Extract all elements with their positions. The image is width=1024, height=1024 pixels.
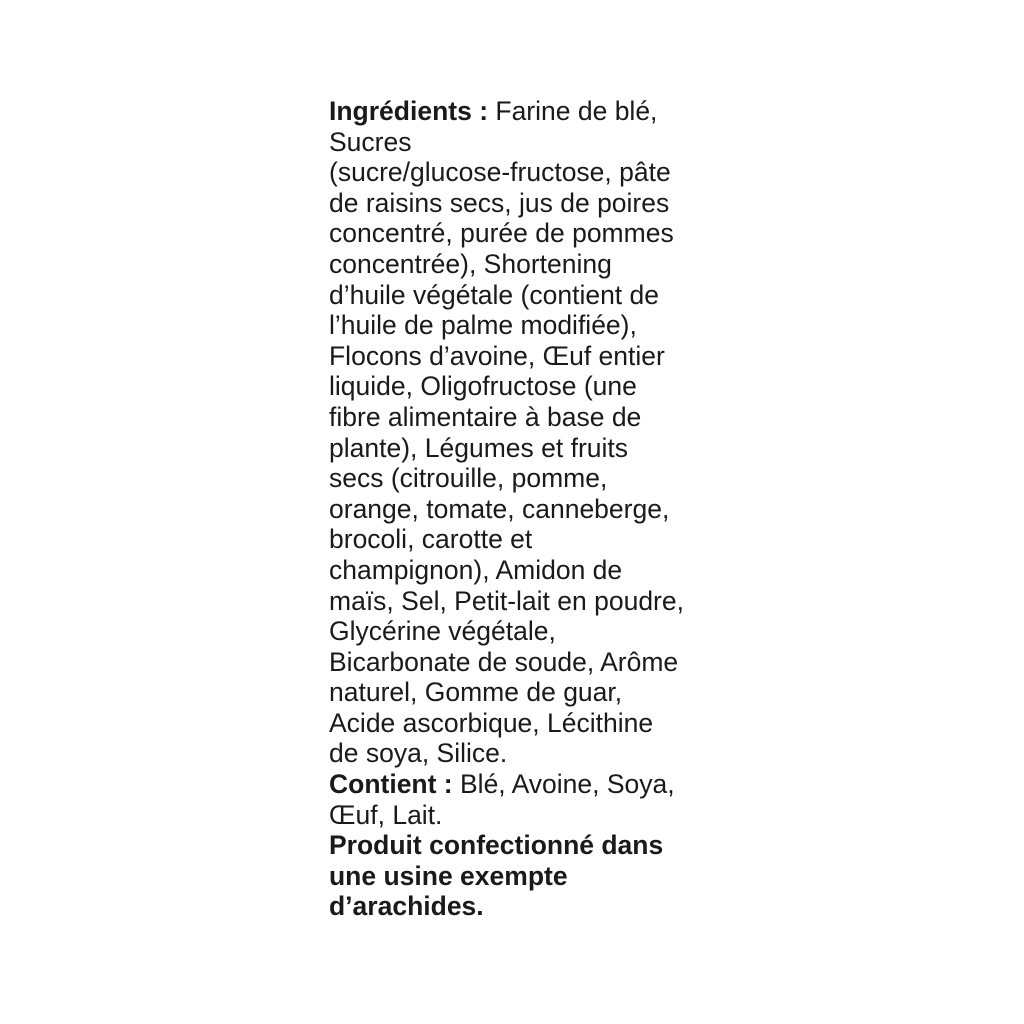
ingredients-line: concentré, purée de pommes [329, 218, 674, 249]
facility-statement-line: d’arachides. [329, 891, 484, 922]
ingredients-line: concentrée), Shortening [329, 248, 612, 279]
ingredients-line: brocoli, carotte et [329, 524, 533, 555]
ingredients-first-line [329, 96, 729, 127]
ingredients-line: Flocons d’avoine, Œuf entier [329, 340, 665, 371]
ingredients-text: Farine de blé, [488, 96, 658, 126]
ingredients-line: Glycérine végétale, [329, 616, 556, 647]
facility-statement-line: une usine exempte [329, 860, 568, 891]
ingredients-line: secs (citrouille, pomme, [329, 463, 608, 494]
ingredients-line: de soya, Silice. [329, 738, 508, 769]
ingredients-line: de raisins secs, jus de poires [329, 187, 670, 218]
facility-statement-line: Produit confectionné dans [329, 830, 664, 861]
ingredients-line: naturel, Gomme de guar, [329, 677, 623, 708]
ingredients-line: Sucres [329, 126, 412, 157]
ingredients-line: fibre alimentaire à base de [329, 401, 642, 432]
ingredients-line: (sucre/glucose-fructose, pâte [329, 157, 671, 188]
ingredients-line: Acide ascorbique, Lécithine [329, 707, 654, 738]
contains-first-line [329, 769, 729, 800]
contains-heading: Contient : [329, 769, 453, 800]
contains-line: Œuf, Lait. [329, 799, 443, 830]
ingredients-line: maïs, Sel, Petit-lait en poudre, [329, 585, 684, 616]
ingredients-line: d’huile végétale (contient de [329, 279, 660, 310]
ingredients-line: orange, tomate, canneberge, [329, 493, 670, 524]
ingredients-line: plante), Légumes et fruits [329, 432, 629, 463]
contains-text: Blé, Avoine, Soya, [452, 769, 675, 800]
ingredients-line: champignon), Amidon de [329, 554, 623, 585]
ingredient-label [329, 96, 729, 922]
ingredients-line: Bicarbonate de soude, Arôme [329, 646, 679, 677]
ingredients-heading: Ingrédients : [329, 96, 489, 126]
ingredients-line: l’huile de palme modifiée), [329, 310, 637, 341]
ingredients-line: liquide, Oligofructose (une [329, 371, 637, 402]
